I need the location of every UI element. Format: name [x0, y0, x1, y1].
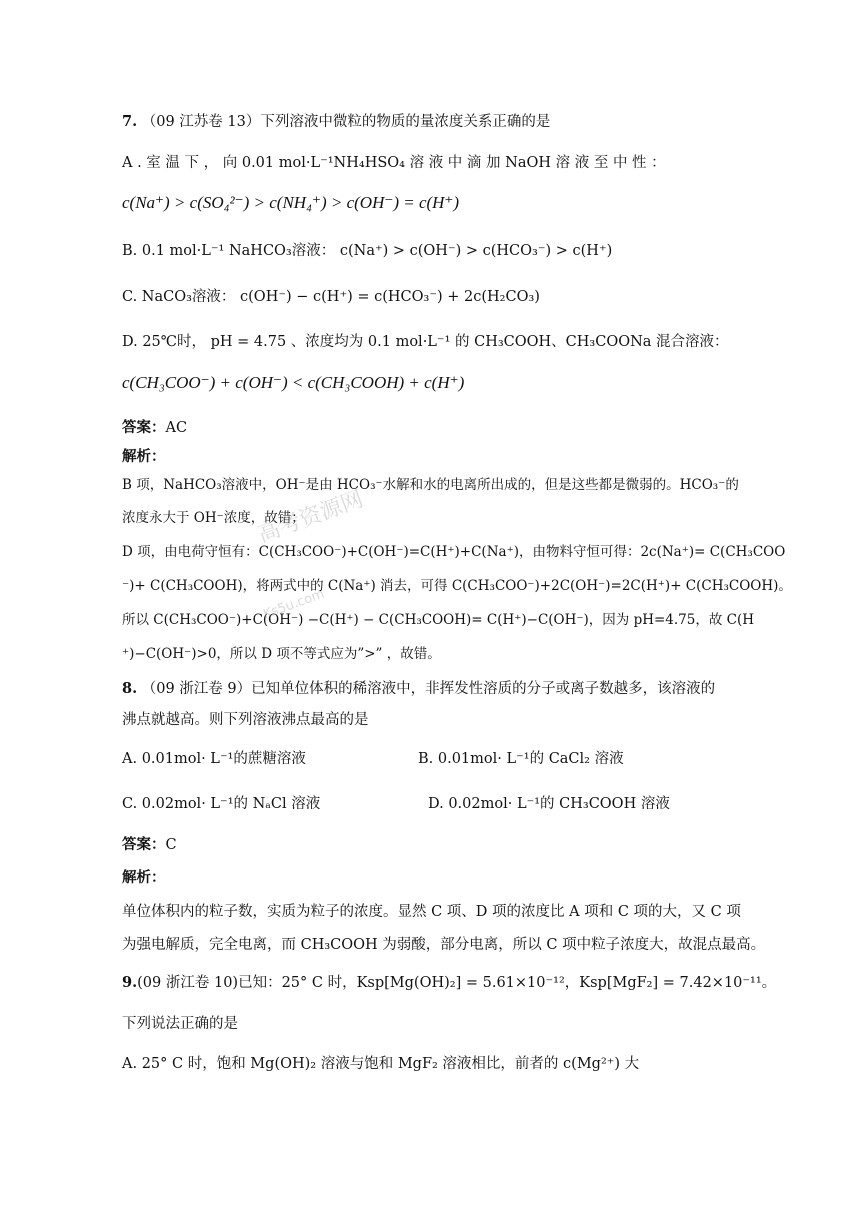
- q7-option-a-formula: c(Na⁺) > c(SO₄²⁻) > c(NH₄⁺) > c(OH⁻) = c(H⁺): [122, 193, 460, 212]
- q7-analysis-line: B 项，NaHCO₃溶液中，OH⁻是由 HCO₃⁻水解和水的电离所出成的，但是这些都是微弱的。HCO₃⁻的: [122, 477, 739, 493]
- q7-analysis-line: 浓度永大于 OH⁻浓度，故错；: [122, 510, 305, 526]
- q8-option-d: D. 0.02mol· L⁻¹的 CH₃COOH 溶液: [428, 796, 670, 812]
- q8-analysis-label: 解析：: [122, 869, 166, 886]
- q7-analysis-line: ⁺)−C(OH⁻)>0，所以 D 项不等式应为”>” ，故错。: [122, 646, 441, 662]
- q8-answer: [122, 833, 177, 854]
- q8-number: 8.: [122, 680, 138, 697]
- q7-answer-label: 答案：: [122, 419, 166, 436]
- q8-analysis-line: 单位体积内的粒子数，实质为粒子的浓度。显然 C 项、D 项的浓度比 A 项和 C 项的大，又 C 项: [122, 904, 741, 920]
- q7-option-c: C. NaCO₃溶液： c(OH⁻) − c(H⁺) = c(HCO₃⁻) + 2c(H₂CO₃): [122, 289, 540, 305]
- q8-option-a: A. 0.01mol· L⁻¹的蔗糖溶液: [122, 751, 306, 767]
- q8-option-b: B. 0.01mol· L⁻¹的 CaCl₂ 溶液: [418, 751, 624, 767]
- q9-title-text: (09 浙江卷 10)已知：25° C 时，Ksp[Mg(OH)₂] = 5.61×10⁻¹²，Ksp[MgF₂] = 7.42×10⁻¹¹。: [137, 975, 777, 991]
- q7-number: 7.: [122, 113, 138, 130]
- q8-title-cont: 沸点就越高。则下列溶液沸点最高的是: [122, 712, 369, 728]
- q7-analysis-label: 解析：: [122, 448, 166, 465]
- q8-answer-label: 答案：: [122, 836, 166, 853]
- q8-analysis-line: 为强电解质，完全电离，而 CH₃COOH 为弱酸，部分电离，所以 C 项中粒子浓度大，故混点最高。: [122, 937, 766, 953]
- q8-title: [122, 677, 715, 698]
- q7-option-a: A . 室 温 下 ， 向 0.01 mol·L⁻¹NH₄HSO₄ 溶 液 中 滴 加 NaOH 溶 液 至 中 性 ：: [122, 155, 666, 171]
- q8-option-c: C. 0.02mol· L⁻¹的 NₐCl 溶液: [122, 796, 321, 812]
- q7-answer-value: AC: [165, 420, 188, 436]
- q9-title: [122, 971, 776, 992]
- q7-option-d-formula: c(CH₃COO⁻) + c(OH⁻) < c(CH₃COOH) + c(H⁺): [122, 373, 465, 392]
- q7-option-d: D. 25℃时， pH = 4.75 、浓度均为 0.1 mol·L⁻¹ 的 CH₃COOH、CH₃COONa 混合溶液：: [122, 334, 729, 350]
- q9-title-cont: 下列说法正确的是: [122, 1016, 238, 1032]
- q7-title-text: （09 江苏卷 13）下列溶液中微粒的物质的量浓度关系正确的是: [141, 114, 551, 130]
- q9-option-a: A. 25° C 时，饱和 Mg(OH)₂ 溶液与饱和 MgF₂ 溶液相比，前者的 c(Mg²⁺) 大: [122, 1056, 640, 1072]
- watermark-stamp-small: Ks5u.com: [261, 586, 327, 623]
- q7-answer: [122, 416, 187, 437]
- watermark-stamp: 高考资源网: [254, 486, 367, 548]
- q7-option-b: B. 0.1 mol·L⁻¹ NaHCO₃溶液： c(Na⁺) > c(OH⁻) > c(HCO₃⁻) > c(H⁺): [122, 243, 613, 259]
- q7-title: [122, 110, 550, 131]
- q7-analysis-line: 所以 C(CH₃COO⁻)+C(OH⁻) −C(H⁺) − C(CH₃COOH)= C(H⁺)−C(OH⁻)，因为 pH=4.75，故 C(H: [122, 612, 755, 628]
- q7-analysis-line: ⁻)+ C(CH₃COOH)，将两式中的 C(Na⁺) 消去，可得 C(CH₃COO⁻)+2C(OH⁻)=2C(H⁺)+ C(CH₃COOH)。: [122, 578, 792, 594]
- q8-answer-value: C: [165, 837, 177, 853]
- q9-number: 9.: [122, 974, 138, 991]
- q7-analysis-line: D 项，由电荷守恒有：C(CH₃COO⁻)+C(OH⁻)=C(H⁺)+C(Na⁺)，由物料守恒可得：2c(Na⁺)= C(CH₃COO: [122, 544, 786, 560]
- q8-title-text: （09 浙江卷 9）已知单位体积的稀溶液中，非挥发性溶质的分子或离子数越多，该溶液的: [141, 681, 716, 697]
